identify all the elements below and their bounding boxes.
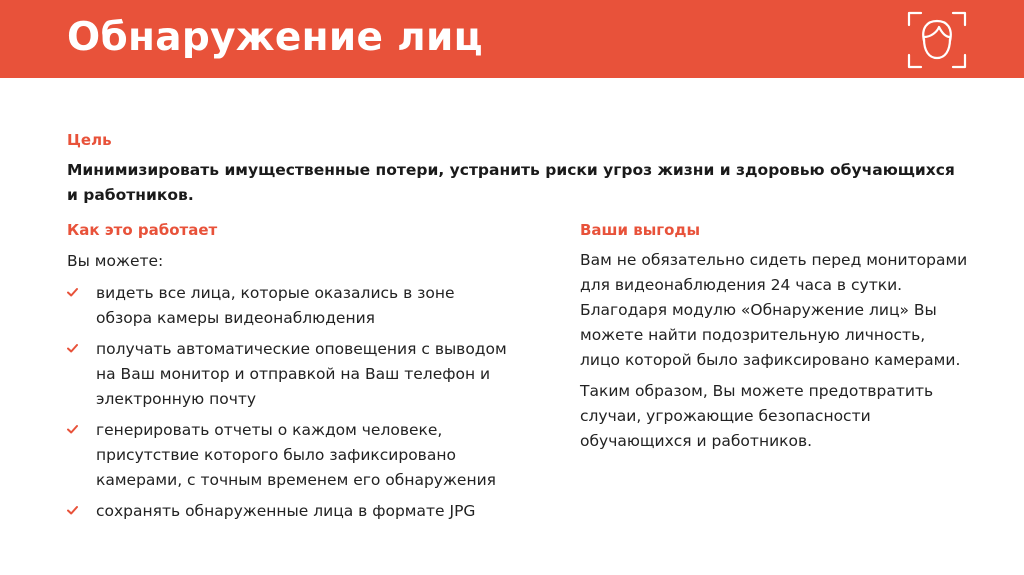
benefit-paragraph: Таким образом, Вы можете предотвратить случаи, угрожающие безопасности обучающихся и работников.	[580, 382, 934, 450]
check-icon	[67, 343, 78, 354]
face-recognition-icon	[907, 11, 967, 69]
list-item-text: получать автоматические оповещения с выводом на Ваш монитор и отправкой на Ваш телефон и электронную почту	[96, 340, 507, 408]
how-it-works-label: Как это работает	[67, 221, 218, 239]
feature-list	[67, 281, 507, 530]
page-title: Обнаружение лиц	[67, 15, 483, 60]
goal-text: Минимизировать имущественные потери, устранить риски угроз жизни и здоровью обучающихся и работников.	[67, 161, 955, 204]
check-icon	[67, 424, 78, 435]
check-icon	[67, 505, 78, 516]
check-icon	[67, 287, 78, 298]
goal-label: Цель	[67, 131, 112, 149]
list-item	[67, 281, 507, 331]
list-item-text: генерировать отчеты о каждом человеке, присутствие которого было зафиксировано камерами, с точным временем его обнаружения	[96, 421, 496, 489]
list-item-text: видеть все лица, которые оказались в зоне обзора камеры видеонаблюдения	[96, 284, 455, 327]
benefits-label: Ваши выгоды	[580, 221, 701, 239]
list-item	[67, 337, 507, 412]
how-it-works-intro: Вы можете:	[67, 252, 164, 270]
list-item	[67, 499, 507, 524]
list-item	[67, 418, 507, 493]
list-item-text: сохранять обнаруженные лица в формате JPG	[96, 502, 476, 520]
benefit-paragraph: Вам не обязательно сидеть перед мониторами для видеонаблюдения 24 часа в сутки. Благодаря модулю «Обнаружение лиц» Вы можете найти подозрительную личность, лицо которой было зафиксировано камерами.	[580, 251, 968, 369]
benefits-section	[580, 248, 970, 460]
header-bar	[0, 0, 1024, 78]
